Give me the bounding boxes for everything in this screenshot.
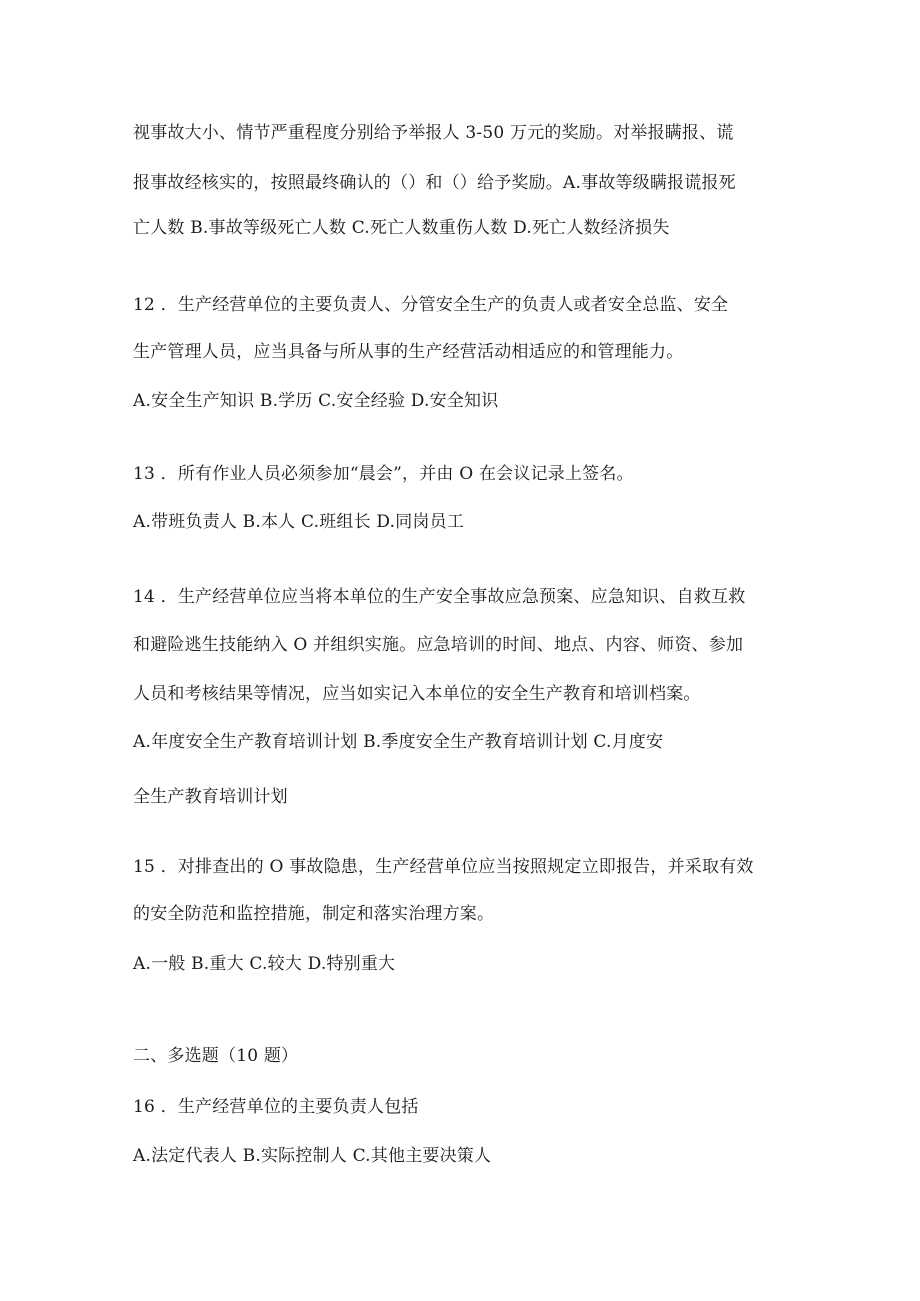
q12-line-2: 生产管理人员，应当具备与所从事的生产经营活动相适应的和管理能力。 <box>133 342 684 362</box>
q11-line-3: 亡人数 B.事故等级死亡人数 C.死亡人数重伤人数 D.死亡人数经济损失 <box>133 218 670 238</box>
q11-line-2: 报事故经核实的，按照最终确认的（）和（）给予奖励。A.事故等级瞒报谎报死 <box>133 173 736 193</box>
q14-line-2: 和避险逃生技能纳入 O 并组织实施。应急培训的时间、地点、内容、师资、参加 <box>133 635 744 655</box>
q14-line-1: 14 ．生产经营单位应当将本单位的生产安全事故应急预案、应急知识、自救互救 <box>133 587 746 607</box>
q13-line-1: 13 ．所有作业人员必须参加“晨会”，并由 O 在会议记录上签名。 <box>133 464 634 484</box>
q16-line-1: 16 ．生产经营单位的主要负责人包括 <box>133 1097 419 1117</box>
q12-options: A.安全生产知识 B.学历 C.安全经验 D.安全知识 <box>133 391 499 411</box>
q13-options: A.带班负责人 B.本人 C.班组长 D.同岗员工 <box>133 512 465 532</box>
q14-options: A.年度安全生产教育培训计划 B.季度安全生产教育培训计划 C.月度安 <box>133 732 664 752</box>
q14-options-continued: 全生产教育培训计划 <box>133 787 288 807</box>
q12-line-1: 12 ．生产经营单位的主要负责人、分管安全生产的负责人或者安全总监、安全 <box>133 295 729 315</box>
q14-line-3: 人员和考核结果等情况，应当如实记入本单位的安全生产教育和培训档案。 <box>133 684 701 704</box>
q15-line-1: 15 ．对排查出的 O 事故隐患，生产经营单位应当按照规定立即报告，并采取有效 <box>133 857 754 877</box>
q11-line-1: 视事故大小、情节严重程度分别给予举报人 3-50 万元的奖励。对举报瞒报、谎 <box>133 123 734 143</box>
q15-options: A.一般 B.重大 C.较大 D.特别重大 <box>133 954 396 974</box>
section-heading-multiple-choice: 二、多选题（10 题） <box>133 1046 299 1066</box>
q15-line-2: 的安全防范和监控措施，制定和落实治理方案。 <box>133 904 495 924</box>
q16-options: A.法定代表人 B.实际控制人 C.其他主要决策人 <box>133 1146 492 1166</box>
